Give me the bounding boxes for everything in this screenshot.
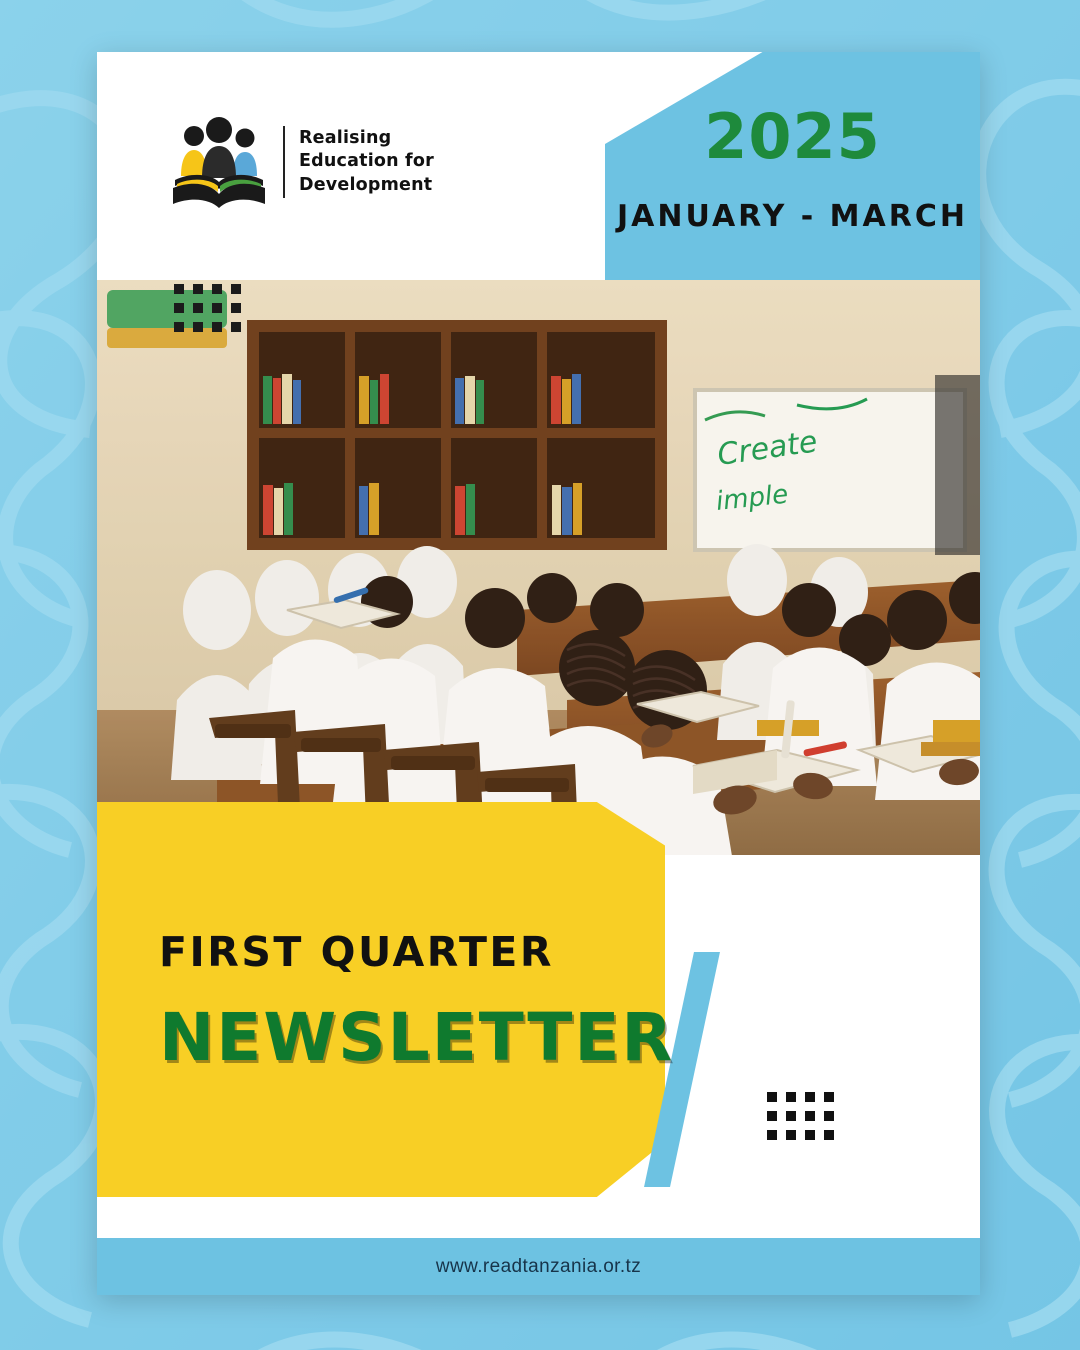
logo-text xyxy=(299,127,434,196)
logo-text-line-2: Education for xyxy=(299,151,434,172)
period-label: JANUARY - MARCH xyxy=(617,199,968,234)
year-label: 2025 xyxy=(704,100,881,173)
svg-text:imple: imple xyxy=(714,479,790,517)
logo-text-line-1: Realising xyxy=(299,128,392,149)
logo xyxy=(171,114,434,210)
logo-text-line-3: Development xyxy=(299,174,433,195)
logo-mark-icon xyxy=(171,114,269,210)
quarter-label: FIRST QUARTER xyxy=(159,928,554,976)
dot-grid-icon-photo xyxy=(174,284,241,332)
page-card xyxy=(97,52,980,1295)
cover-photo xyxy=(97,280,980,855)
website-url[interactable]: www.readtanzania.or.tz xyxy=(435,1255,642,1277)
footer xyxy=(97,1238,980,1295)
dot-grid-icon-bottom xyxy=(767,1092,834,1140)
logo-divider xyxy=(283,126,285,198)
svg-text:Create: Create xyxy=(715,424,820,473)
page-title: NEWSLETTER xyxy=(159,999,675,1076)
